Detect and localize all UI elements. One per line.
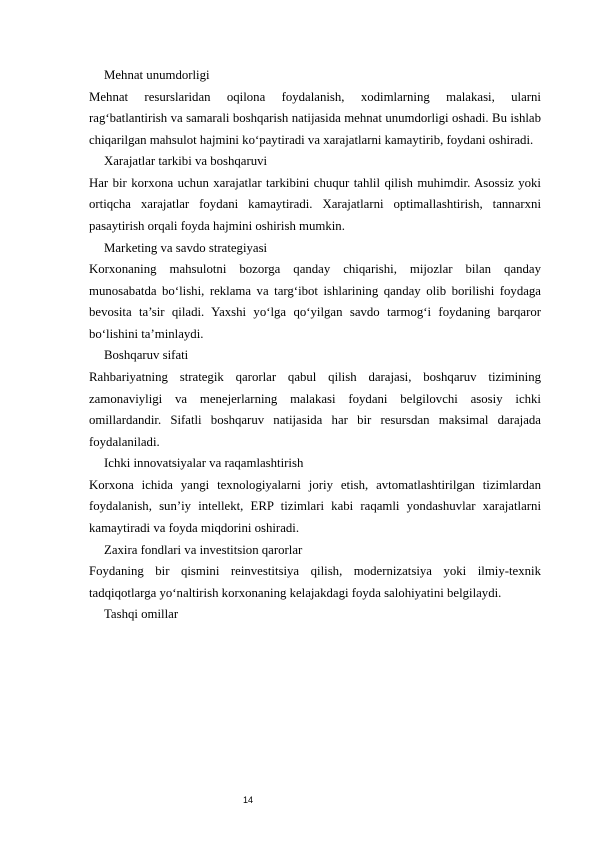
section-paragraph: Foydaning bir qismini reinvestitsiya qilish, modernizatsiya yoki ilmiy-texnik tadqiqotlarga yo‘naltirish korxonaning kelajakdagi foyda salohiyatini belgilaydi. [89,564,541,600]
section-heading: Mehnat unumdorligi [104,68,210,82]
section-paragraph: Korxonaning mahsulotni bozorga qanday chiqarishi, mijozlar bilan qanday munosabatda bo‘lishi, reklama va targ‘ibot ishlarining qanday olib borilishi foydaga bevosita ta’sir qiladi. Yaxshi yo‘lga qo‘yilgan savdo tarmog‘i foydaning barqaror bo‘lishini ta’minlaydi. [89,262,541,341]
section-paragraph: Mehnat resurslaridan oqilona foydalanish, xodimlarning malakasi, ularni rag‘batlantirish va samarali boshqarish natijasida mehnat unumdorligi oshadi. Bu ishlab chiqarilgan mahsulot hajmini ko‘paytiradi va xarajatlarni kamaytirib, foydani oshiradi. [89,89,541,147]
section-paragraph: Rahbariyatning strategik qarorlar qabul qilish darajasi, boshqaruv tizimining zamonaviyligi va menejerlarning malakasi foydani belgilovchi asosiy ichki omillardandir. Sifatli boshqaruv natijasida har bir resursdan maksimal darajada foydalaniladi. [89,369,541,449]
section-heading: Zaxira fondlari va investitsion qarorlar [104,542,303,557]
page-content [89,65,541,626]
section-heading: Xarajatlar tarkibi va boshqaruvi [104,154,268,169]
section-heading: Boshqaruv sifati [104,348,189,363]
section-paragraph: Har bir korxona uchun xarajatlar tarkibini chuqur tahlil qilish muhimdir. Asossiz yoki ortiqcha xarajatlar foydani kamaytiradi. Xarajatlarni optimallashtirish, tannarxni pasaytirish orqali foyda hajmini oshirish mumkin. [89,175,541,233]
section-heading: Tashqi omillar [104,607,179,622]
section-paragraph: Korxona ichida yangi texnologiyalarni joriy etish, avtomatlashtirilgan tizimlardan foydalanish, sun’iy intellekt, ERP tizimlari kabi raqamli yondashuvlar xarajatlarni kamaytiradi va foyda miqdorini oshiradi. [89,477,541,535]
page-number: 14 [243,795,254,805]
section-heading: Marketing va savdo strategiyasi [104,240,268,255]
section-heading: Ichki innovatsiyalar va raqamlashtirish [104,456,304,471]
